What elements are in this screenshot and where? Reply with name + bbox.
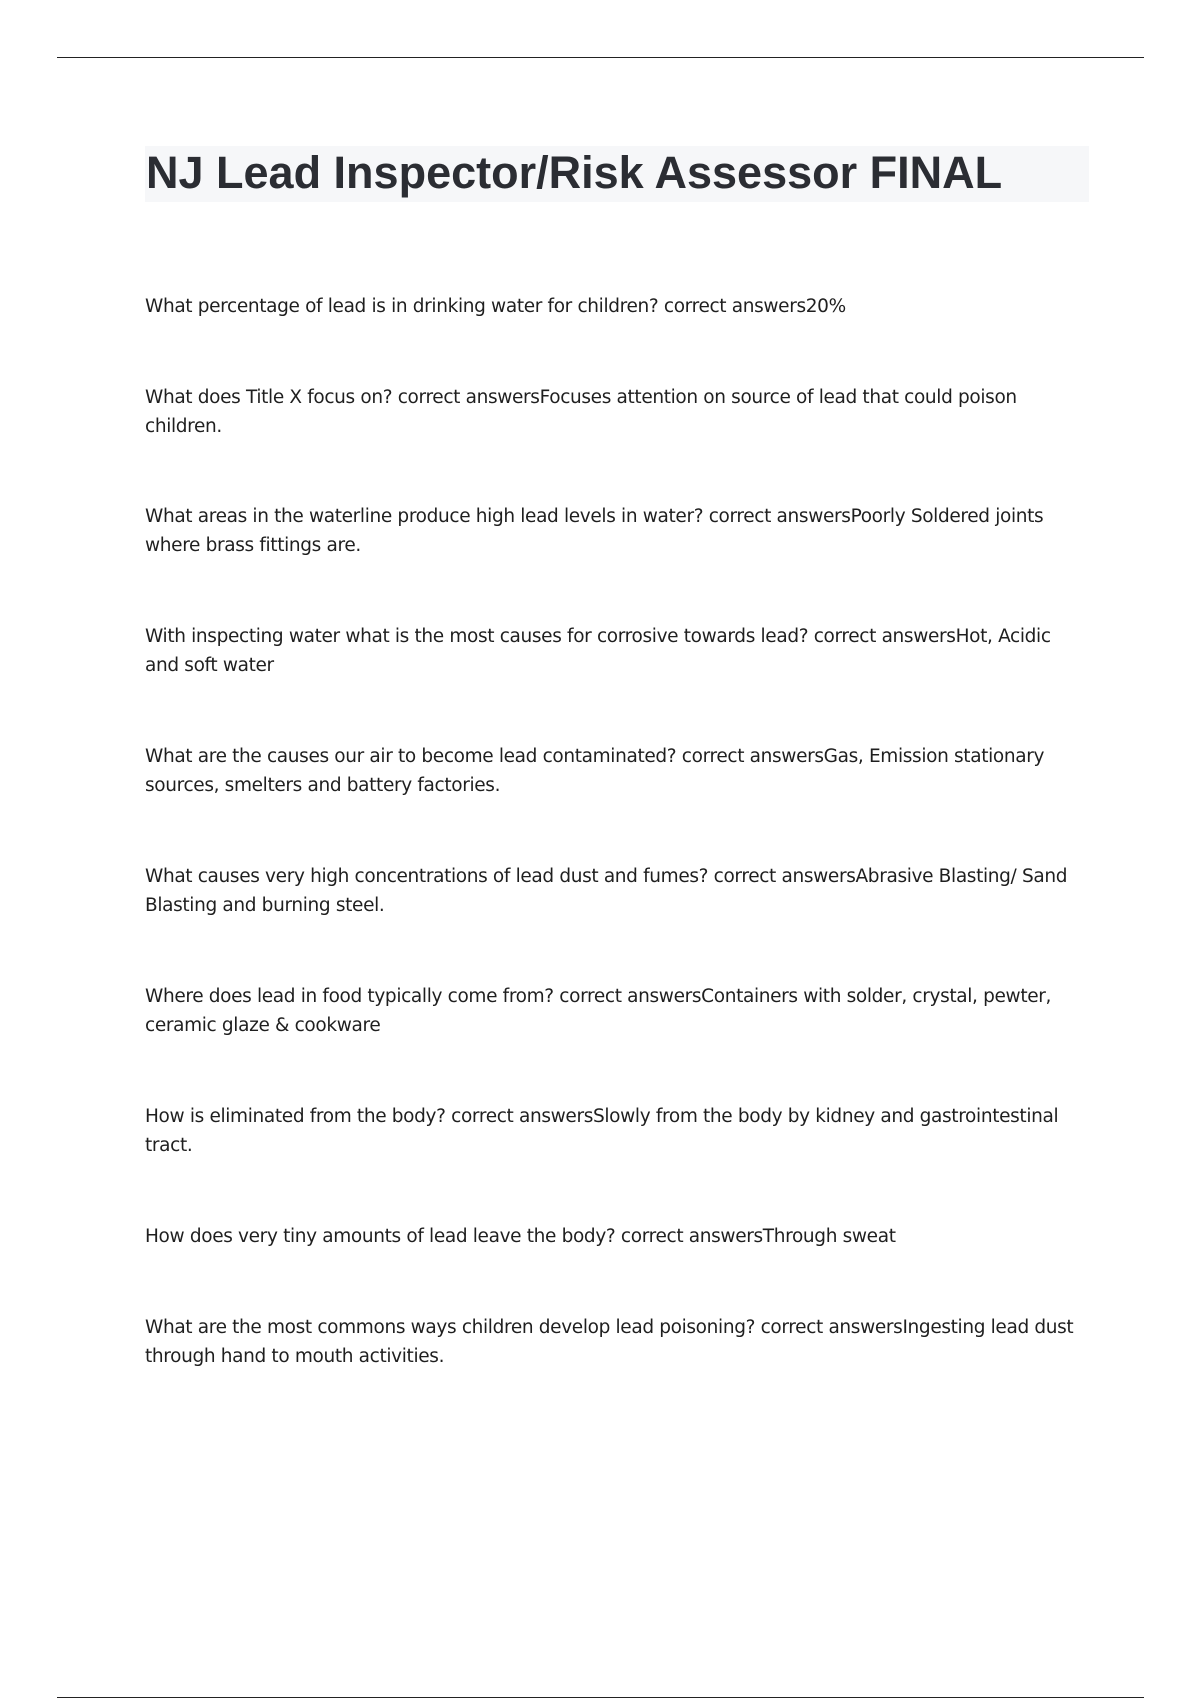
qa-item: What percentage of lead is in drinking water for children? correct answers20%: [145, 296, 846, 317]
qa-item: What does Title X focus on? correct answersFocuses attention on source of lead that could poison children.: [145, 387, 1017, 437]
qa-item: How is eliminated from the body? correct answersSlowly from the body by kidney and gastrointestinal tract.: [145, 1106, 1059, 1156]
qa-item: What causes very high concentrations of lead dust and fumes? correct answersAbrasive Blasting/ Sand Blasting and burning steel.: [145, 866, 1068, 916]
qa-item: What are the most commons ways children develop lead poisoning? correct answersIngesting lead dust through hand to mouth activities.: [145, 1317, 1074, 1367]
qa-item: What areas in the waterline produce high lead levels in water? correct answersPoorly Soldered joints where brass fittings are.: [145, 506, 1044, 556]
qa-item: With inspecting water what is the most causes for corrosive towards lead? correct answersHot, Acidic and soft water: [145, 626, 1051, 676]
qa-item: How does very tiny amounts of lead leave the body? correct answersThrough sweat: [145, 1226, 896, 1247]
page-title: NJ Lead Inspector/Risk Assessor FINAL: [146, 147, 1003, 198]
qa-item: Where does lead in food typically come from? correct answersContainers with solder, crystal, pewter, ceramic glaze & cookware: [145, 986, 1052, 1036]
bottom-divider: [57, 1697, 1144, 1698]
qa-item: What are the causes our air to become lead contaminated? correct answersGas, Emission stationary sources, smelters and battery factories.: [145, 746, 1045, 796]
top-divider: [57, 57, 1144, 58]
